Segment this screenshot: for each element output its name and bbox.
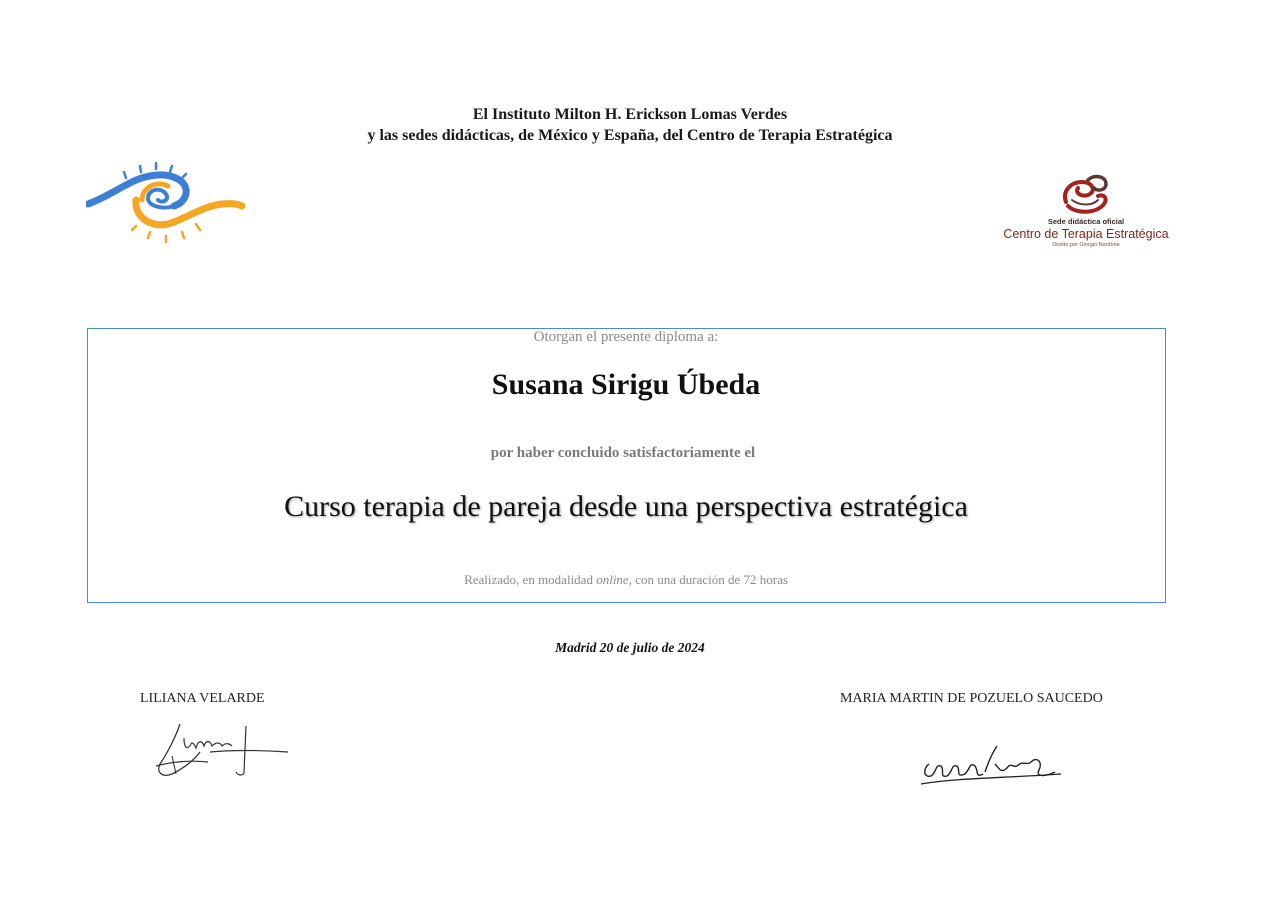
issue-date: Madrid 20 de julio de 2024 (555, 640, 705, 655)
cte-name: Centro de Terapia Estratégica (1003, 227, 1169, 241)
details-prefix: Realizado, en modalidad (464, 572, 597, 587)
header-line-2: y las sedes didácticas, de México y España, del Centro de Terapia Estratégica (367, 127, 893, 144)
signer-right-name: MARIA MARTIN DE POZUELO SAUCEDO (840, 691, 1103, 706)
recipient-name: Susana Sirigu Úbeda (491, 368, 761, 401)
details-suffix: , con una duración de 72 horas (628, 572, 788, 587)
certificate-header (0, 104, 1260, 146)
cte-director: Diretto por Giorgio Nardone (1052, 242, 1120, 248)
signer-left-name: LILIANA VELARDE (140, 691, 265, 706)
signature-left (150, 716, 295, 786)
cte-subtitle: Sede didáctica oficial (1047, 217, 1125, 226)
spiral-sun-logo-icon (86, 160, 246, 252)
course-details (0, 572, 1252, 588)
header-line-1: El Instituto Milton H. Erickson Lomas Verdes (472, 106, 788, 123)
signature-right (915, 738, 1065, 793)
cte-logo (996, 172, 1176, 254)
diploma-intro: Otorgan el presente diploma a: (533, 329, 719, 345)
cte-logo-icon (1058, 172, 1112, 216)
course-title: Curso terapia de pareja desde una perspectiva estratégica (284, 490, 968, 523)
completion-statement: por haber concluido satisfactoriamente el (490, 445, 756, 461)
details-mode: online (596, 572, 629, 587)
